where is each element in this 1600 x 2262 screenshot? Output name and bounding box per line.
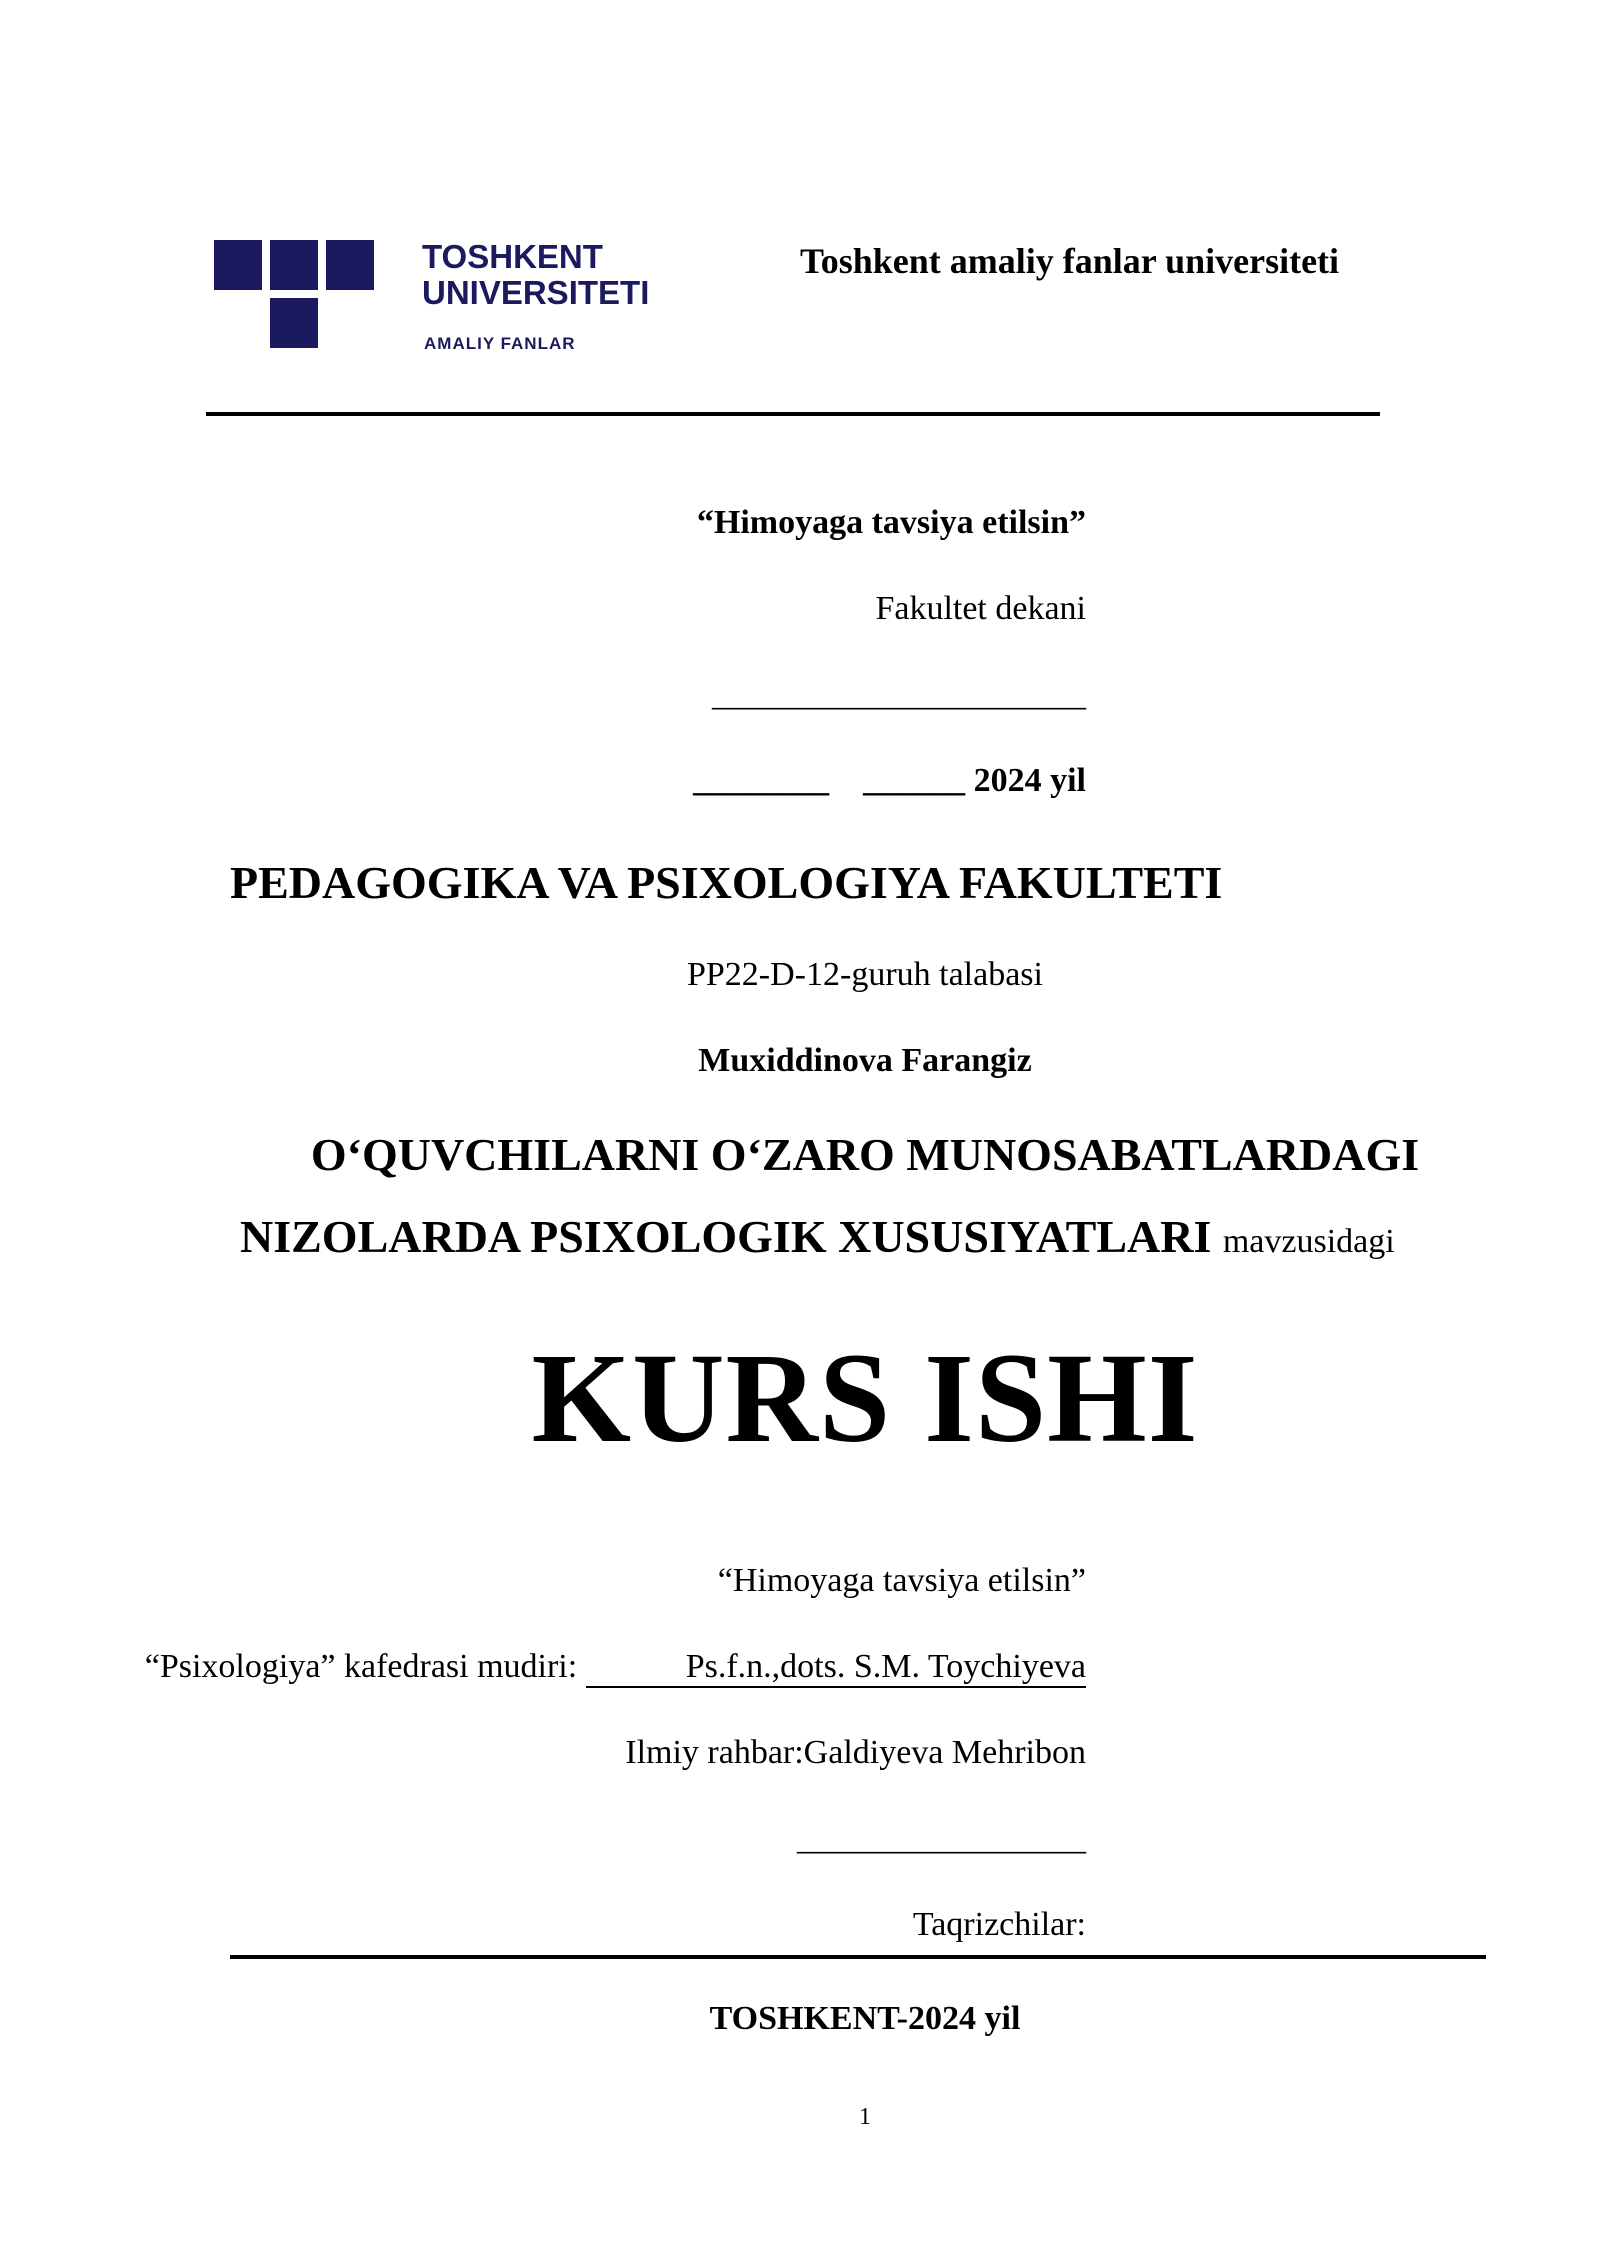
supervisor-signature-line: _________________ [797,1820,1086,1857]
supervisor: Ilmiy rahbar:Galdiyeva Mehribon [625,1734,1086,1771]
approval-date [693,762,1086,800]
department-head-name: Ps.f.n.,dots. S.M. Toychiyeva [586,1648,1086,1688]
page-number: 1 [859,2104,871,2130]
dean-label: Fakultet dekani [875,590,1086,627]
logo-square-3 [326,240,374,290]
date-day-blank: ________ [693,762,830,799]
topic-line-2-text: NIZOLARDA PSIXOLOGIK XUSUSIYATLARI [240,1211,1212,1262]
logo-square-1 [214,240,262,290]
student-group: PP22-D-12-guruh talabasi [686,956,1043,993]
student-name: Muxiddinova Farangiz [698,1042,1032,1079]
date-month-blank: ______ [863,762,966,799]
topic-line-2 [240,1210,1395,1263]
department-head-row [145,1648,1086,1688]
footer-divider [230,1955,1486,1959]
approval-quote: “Himoyaga tavsiya etilsin” [696,504,1086,541]
work-type-title: KURS ISHI [531,1327,1199,1469]
university-title: Toshkent amaliy fanlar universiteti [800,241,1340,281]
logo-text-amaliy-fanlar: AMALIY FANLAR [424,334,576,353]
topic-suffix: mavzusidagi [1222,1223,1395,1260]
university-logo [214,238,684,358]
header-divider [206,412,1380,416]
topic-line-1: O‘QUVCHILARNI O‘ZARO MUNOSABATLARDAGI [310,1129,1420,1180]
logo-text-universiteti: UNIVERSITETI [422,274,650,311]
logo-text-toshkent: TOSHKENT [422,238,603,275]
logo-square-4 [270,298,318,348]
city-year: TOSHKENT-2024 yil [709,2000,1021,2037]
dean-signature-line: ______________________ [712,676,1086,713]
department-head-label: “Psixologiya” kafedrasi mudiri: [144,1648,578,1685]
logo-square-2 [270,240,318,290]
approval-year: 2024 yil [973,762,1086,799]
reviewers-label: Taqrizchilar: [912,1906,1086,1943]
defense-quote: “Himoyaga tavsiya etilsin” [717,1562,1086,1599]
faculty-name: PEDAGOGIKA VA PSIXOLOGIYA FAKULTETI [230,857,1223,908]
